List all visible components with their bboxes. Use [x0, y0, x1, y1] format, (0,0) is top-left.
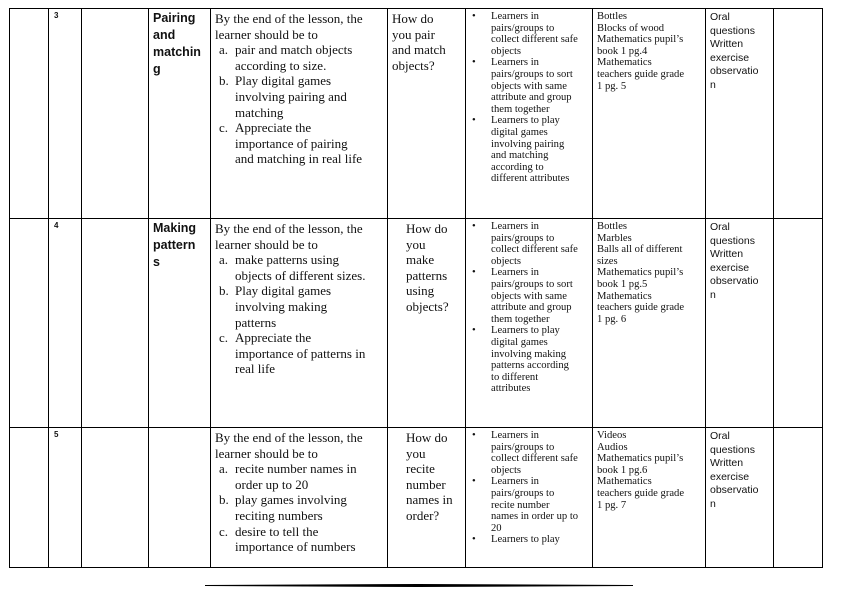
sub-strand-text: matchin — [153, 45, 201, 59]
outcome-item — [215, 252, 384, 283]
experience-text: attribute and group — [491, 302, 572, 314]
experience-text: 20 — [491, 522, 502, 534]
inquiry-text: How do — [392, 11, 434, 26]
footer-divider-line — [205, 584, 633, 587]
resource-text: Videos — [597, 430, 627, 441]
key-inquiry-cell — [388, 428, 466, 568]
resource-text: Mathematics — [597, 57, 652, 69]
outcome-label: a. — [219, 42, 229, 58]
reflection-cell — [774, 428, 823, 568]
lesson-cell — [49, 219, 82, 428]
experience-text: them together — [491, 103, 550, 115]
outcome-text: desire to tell the — [235, 523, 319, 539]
outcome-text: involving making — [235, 298, 328, 314]
sub-strand-cell — [149, 219, 211, 428]
outcome-item — [215, 330, 384, 377]
experience-text: pairs/groups to sort — [491, 68, 573, 80]
learning-outcomes-cell — [211, 9, 388, 219]
outcome-item — [215, 42, 384, 73]
table-row — [10, 219, 823, 428]
outcome-label: c. — [219, 523, 229, 539]
assessment-text: exercise — [710, 51, 750, 64]
learning-outcomes-cell — [211, 428, 388, 568]
experience-item — [470, 115, 589, 185]
experience-text: pairs/groups to — [491, 22, 555, 34]
outcome-text: order up to 20 — [235, 476, 309, 492]
scheme-of-work-table — [9, 8, 823, 568]
assessment-cell — [706, 9, 774, 219]
outcome-item — [215, 492, 384, 523]
learning-experiences-cell — [466, 9, 593, 219]
resources-cell — [593, 219, 706, 428]
resources-cell — [593, 9, 706, 219]
assessment-text: Oral — [710, 11, 730, 23]
experience-item — [470, 221, 589, 267]
experience-text: attributes — [491, 383, 531, 395]
assessment-text: questions — [710, 234, 755, 247]
bullet-icon: • — [472, 221, 476, 232]
sub-strand-text: g — [153, 62, 161, 76]
sub-strand-cell — [149, 428, 211, 568]
outcome-intro: learner should be to — [215, 445, 318, 461]
resource-text: Mathematics pupil’s — [597, 453, 684, 465]
assessment-text: n — [710, 497, 716, 510]
learning-experiences-cell — [466, 428, 593, 568]
key-inquiry-cell — [388, 9, 466, 219]
assessment-text: observatio — [710, 275, 759, 288]
lesson-number: 4 — [54, 221, 59, 230]
experience-item — [470, 476, 589, 534]
resource-text: book 1 pg.5 — [597, 278, 648, 290]
outcome-text: recite number names in — [235, 461, 357, 477]
assessment-text: Written — [710, 38, 744, 51]
outcome-intro: By the end of the lesson, the — [215, 430, 363, 445]
assessment-text: observatio — [710, 65, 759, 78]
outcome-intro: learner should be to — [215, 236, 318, 252]
inquiry-text: you pair — [392, 26, 435, 42]
outcome-intro: By the end of the lesson, the — [215, 11, 363, 26]
outcome-text: Appreciate the — [235, 330, 312, 346]
sub-strand-text: pattern — [153, 238, 196, 252]
resource-text: Mathematics — [597, 476, 652, 488]
assessment-text: Oral — [710, 430, 730, 442]
outcome-item — [215, 524, 384, 555]
inquiry-text: and match — [392, 42, 446, 58]
experience-text: involving making — [491, 348, 567, 360]
inquiry-text: you — [406, 236, 426, 252]
resource-text: 1 pg. 6 — [597, 313, 627, 325]
experience-item — [470, 534, 589, 546]
bullet-icon: • — [472, 11, 476, 22]
experience-text: involving pairing — [491, 138, 565, 150]
sub-strand-text: and — [153, 28, 176, 42]
assessment-text: questions — [710, 443, 755, 456]
resource-text: Mathematics pupil’s — [597, 34, 684, 46]
outcome-text: involving pairing and — [235, 88, 347, 104]
resources-cell — [593, 428, 706, 568]
experience-text: objects — [491, 255, 522, 267]
lesson-number: 3 — [54, 11, 59, 20]
resource-text: Bottles — [597, 11, 628, 22]
outcome-text: Appreciate the — [235, 120, 312, 136]
inquiry-text: objects? — [392, 57, 435, 73]
resource-text: sizes — [597, 255, 618, 267]
outcome-text: Play digital games — [235, 283, 332, 299]
experience-text: Learners in — [491, 11, 539, 22]
outcome-text: objects of different sizes. — [235, 267, 366, 283]
experience-text: to different — [491, 371, 539, 383]
resource-text: 1 pg. 7 — [597, 499, 627, 511]
inquiry-text: order? — [406, 507, 440, 523]
resource-text: Mathematics — [597, 290, 652, 302]
experience-text: pairs/groups to — [491, 441, 555, 453]
sub-strand-text: Making — [153, 221, 197, 235]
experience-text: digital games — [491, 336, 548, 348]
experience-text: Learners to play — [491, 115, 560, 127]
experience-item — [470, 325, 589, 395]
experience-text: objects with same — [491, 80, 567, 92]
outcome-item — [215, 73, 384, 120]
outcome-text: importance of numbers — [235, 539, 356, 555]
bullet-icon: • — [472, 115, 476, 127]
week-cell — [10, 428, 49, 568]
outcome-text: play games involving — [235, 492, 347, 508]
experience-text: objects — [491, 45, 522, 57]
experience-text: pairs/groups to — [491, 487, 555, 499]
resource-text: Audios — [597, 441, 628, 453]
experience-text: pairs/groups to sort — [491, 278, 573, 290]
bullet-icon: • — [472, 57, 476, 69]
experience-item — [470, 11, 589, 57]
experience-text: Learners in — [491, 430, 539, 441]
experience-text: Learners to play — [491, 325, 560, 337]
assessment-text: observatio — [710, 484, 759, 497]
outcome-text: matching — [235, 104, 284, 120]
resource-text: 1 pg. 5 — [597, 80, 627, 92]
inquiry-text: patterns — [406, 267, 448, 283]
resource-text: Bottles — [597, 221, 628, 232]
bullet-icon: • — [472, 267, 476, 279]
resource-text: Balls all of different — [597, 244, 683, 256]
resource-text: Blocks of wood — [597, 22, 665, 34]
inquiry-text: objects? — [406, 298, 449, 314]
strand-cell — [82, 9, 149, 219]
sub-strand-cell — [149, 9, 211, 219]
experience-text: according to — [491, 161, 544, 173]
experience-text: objects — [491, 464, 522, 476]
sub-strand-text: Pairing — [153, 11, 196, 25]
outcome-item — [215, 283, 384, 330]
outcome-item — [215, 120, 384, 167]
experience-text: attribute and group — [491, 92, 572, 104]
experience-item — [470, 57, 589, 115]
strand-cell — [82, 219, 149, 428]
assessment-cell — [706, 219, 774, 428]
week-cell — [10, 9, 49, 219]
outcome-text: real life — [235, 361, 276, 377]
assessment-text: Oral — [710, 221, 730, 233]
lesson-number: 5 — [54, 430, 59, 439]
lesson-cell — [49, 9, 82, 219]
experience-text: pairs/groups to — [491, 232, 555, 244]
outcome-text: importance of pairing — [235, 135, 348, 151]
bullet-icon: • — [472, 325, 476, 337]
resource-text: Marbles — [597, 232, 632, 244]
bullet-icon: • — [472, 430, 476, 441]
outcome-text: importance of patterns in — [235, 345, 366, 361]
assessment-text: n — [710, 288, 716, 301]
outcome-item — [215, 461, 384, 492]
outcome-label: c. — [219, 120, 229, 136]
outcome-label: b. — [219, 492, 229, 508]
inquiry-text: using — [406, 283, 435, 299]
table-row — [10, 9, 823, 219]
experience-text: Learners to play — [491, 534, 560, 546]
experience-text: digital games — [491, 126, 548, 138]
sub-strand-text: s — [153, 255, 160, 269]
outcome-text: and matching in real life — [235, 151, 363, 167]
assessment-text: exercise — [710, 261, 750, 274]
outcome-label: a. — [219, 461, 229, 477]
experience-text: names in order up to — [491, 511, 579, 523]
outcome-label: b. — [219, 283, 229, 299]
assessment-text: Written — [710, 457, 744, 470]
resource-text: Mathematics pupil’s — [597, 267, 684, 279]
assessment-text: exercise — [710, 470, 750, 483]
outcome-label: b. — [219, 73, 229, 89]
inquiry-text: How do — [406, 221, 448, 236]
outcome-text: patterns — [235, 314, 277, 330]
experience-item — [470, 430, 589, 476]
bullet-icon: • — [472, 476, 476, 488]
outcome-text: according to size. — [235, 57, 327, 73]
assessment-text: questions — [710, 24, 755, 37]
assessment-text: Written — [710, 248, 744, 261]
outcome-label: c. — [219, 330, 229, 346]
outcome-text: reciting numbers — [235, 507, 323, 523]
experience-text: and matching — [491, 150, 549, 162]
experience-text: Learners in — [491, 221, 539, 232]
week-cell — [10, 219, 49, 428]
reflection-cell — [774, 9, 823, 219]
bullet-icon: • — [472, 534, 476, 546]
experience-text: patterns according — [491, 360, 569, 372]
experience-text: Learners in — [491, 267, 539, 279]
learning-experiences-cell — [466, 219, 593, 428]
experience-text: them together — [491, 313, 550, 325]
inquiry-text: make — [406, 252, 435, 268]
experience-text: objects with same — [491, 290, 567, 302]
outcome-text: make patterns using — [235, 252, 339, 268]
resource-text: teachers guide grade — [597, 68, 685, 80]
outcome-intro: learner should be to — [215, 26, 318, 42]
resource-text: teachers guide grade — [597, 302, 685, 314]
outcome-intro: By the end of the lesson, the — [215, 221, 363, 236]
experience-text: Learners in — [491, 57, 539, 69]
resource-text: teachers guide grade — [597, 487, 685, 499]
outcome-text: Play digital games — [235, 73, 332, 89]
inquiry-text: number — [406, 476, 446, 492]
outcome-label: a. — [219, 252, 229, 268]
inquiry-text: recite — [406, 461, 435, 477]
table-row — [10, 428, 823, 568]
key-inquiry-cell — [388, 219, 466, 428]
inquiry-text: How do — [406, 430, 448, 445]
experience-text: different attributes — [491, 173, 570, 185]
lesson-cell — [49, 428, 82, 568]
learning-outcomes-cell — [211, 219, 388, 428]
outcome-text: pair and match objects — [235, 42, 353, 58]
inquiry-text: you — [406, 445, 426, 461]
experience-text: collect different safe — [491, 244, 578, 256]
inquiry-text: names in — [406, 492, 453, 508]
experience-text: collect different safe — [491, 453, 578, 465]
assessment-text: n — [710, 78, 716, 91]
resource-text: book 1 pg.6 — [597, 464, 648, 476]
experience-item — [470, 267, 589, 325]
assessment-cell — [706, 428, 774, 568]
experience-text: recite number — [491, 499, 550, 511]
strand-cell — [82, 428, 149, 568]
reflection-cell — [774, 219, 823, 428]
experience-text: Learners in — [491, 476, 539, 488]
resource-text: book 1 pg.4 — [597, 45, 648, 57]
experience-text: collect different safe — [491, 34, 578, 46]
